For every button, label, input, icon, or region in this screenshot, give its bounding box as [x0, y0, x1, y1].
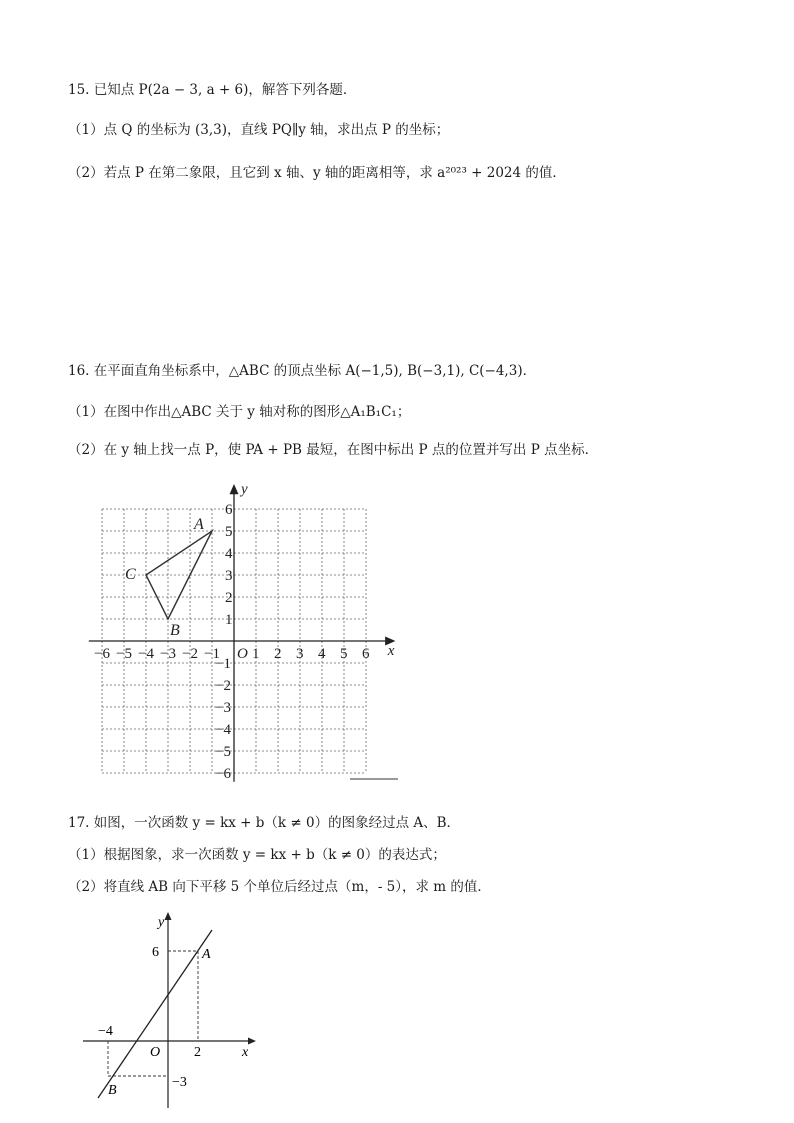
- y-axis-label: y: [158, 915, 165, 930]
- x-axis-label: x: [242, 1045, 249, 1060]
- x-tick-label: −1: [204, 646, 220, 662]
- y-tick-label: −2: [215, 678, 231, 694]
- x-tick-label: 5: [340, 646, 348, 662]
- y-tick-label: −3: [215, 700, 231, 716]
- q15-part2: （2）若点 P 在第二象限，且它到 x 轴、y 轴的距离相等，求 a²⁰²³ + 2024 的值．: [68, 165, 566, 181]
- x-tick-label: 4: [318, 646, 326, 662]
- x-axis-label: x: [387, 643, 395, 659]
- point-b-label: B: [170, 622, 180, 639]
- q17-part2: （2）将直线 AB 向下平移 5 个单位后经过点（m，- 5），求 m 的值．: [68, 879, 491, 895]
- x-tick-label: 6: [362, 646, 370, 662]
- q15-stem: 15. 已知点 P(2a − 3, a + 6)，解答下列各题．: [68, 82, 357, 98]
- x-tick-label: 2: [274, 646, 282, 662]
- origin-label: O: [150, 1045, 161, 1060]
- q17-part1: （1）根据图象，求一次函数 y = kx + b（k ≠ 0）的表达式；: [68, 847, 446, 863]
- tick-neg4-label: −4: [98, 1024, 113, 1039]
- y-tick-label: 5: [225, 524, 233, 540]
- q17-linear-function-graph: [78, 908, 268, 1113]
- x-tick-label: 3: [296, 646, 304, 662]
- q16-part1: （1）在图中作出△ABC 关于 y 轴对称的图形△A₁B₁C₁；: [68, 404, 411, 420]
- y-axis-arrow: [231, 486, 238, 494]
- point-a-label: A: [194, 516, 204, 533]
- x-tick-label: −2: [182, 646, 198, 662]
- q16-coordinate-grid: [80, 478, 410, 783]
- y-axis-arrow: [165, 912, 172, 920]
- point-a-label: A: [202, 947, 211, 962]
- q17-stem: 17. 如图，一次函数 y = kx + b（k ≠ 0）的图象经过点 A、B．: [68, 815, 461, 831]
- y-tick-label: −4: [215, 722, 231, 738]
- y-tick-label: 4: [225, 546, 233, 562]
- x-tick-label: −4: [138, 646, 154, 662]
- origin-label: O: [237, 646, 248, 662]
- x-tick-label: −6: [94, 646, 110, 662]
- y-tick-label: −6: [215, 766, 231, 782]
- q16-stem: 16. 在平面直角坐标系中，△ABC 的顶点坐标 A(−1,5), B(−3,1), C(−4,3)．: [68, 363, 537, 379]
- point-b-label: B: [108, 1083, 117, 1098]
- x-axis-arrow: [248, 1038, 256, 1045]
- x-tick-label: −5: [116, 646, 132, 662]
- tick-2-label: 2: [194, 1045, 201, 1060]
- tick-6-label: 6: [152, 945, 159, 960]
- q16-part2: （2）在 y 轴上找一点 P，使 PA + PB 最短，在图中标出 P 点的位置并写出 P 点坐标．: [68, 442, 599, 458]
- y-axis-label: y: [241, 481, 248, 498]
- y-tick-label: 1: [225, 612, 233, 628]
- tick-neg3-label: −3: [172, 1075, 187, 1090]
- point-c-label: C: [125, 566, 136, 583]
- q15-part1: （1）点 Q 的坐标为 (3,3)，直线 PQ∥y 轴，求出点 P 的坐标；: [68, 122, 450, 138]
- x-tick-label: 1: [252, 646, 260, 662]
- y-tick-label: 3: [225, 568, 233, 584]
- x-tick-label: −3: [160, 646, 176, 662]
- y-tick-label: −5: [215, 744, 231, 760]
- y-tick-label: −1: [215, 656, 231, 672]
- y-tick-label: 6: [225, 502, 233, 518]
- y-tick-label: 2: [225, 590, 233, 606]
